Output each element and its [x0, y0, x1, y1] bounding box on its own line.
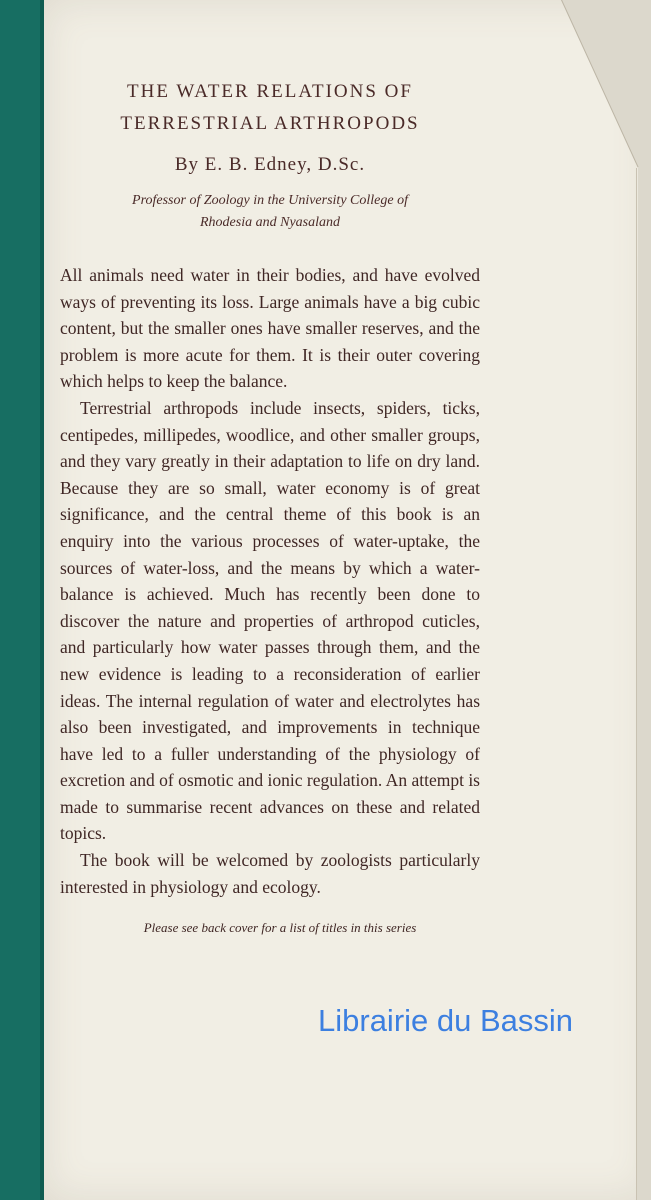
- title-line-2: TERRESTRIAL ARTHROPODS: [120, 113, 420, 134]
- blurb-text: [60, 262, 480, 900]
- author-line: By E. B. Edney, D.Sc.: [174, 154, 366, 175]
- affiliation-line-2: Rhodesia and Nyasaland: [200, 215, 340, 230]
- title-line-1: THE WATER RELATIONS OF: [127, 81, 413, 102]
- author-affiliation: [60, 190, 480, 234]
- affiliation-line-1: Professor of Zoology in the University College of: [132, 193, 408, 208]
- blurb-paragraph-2: Terrestrial arthropods include insects, spiders, ticks, centipedes, millipedes, woodlice, and other smaller groups, and they vary greatly in their adaptation to life on dry land. Because they are so small, water economy is of great significance, and the central theme of this book is an enquiry into the various processes of water-uptake, the sources of water-loss, and the means by which a water-balance is achieved. Much has recently been done to discover the nature and properties of arthropod cuticles, and particularly how water passes through them, and the new evidence is leading to a reconsideration of earlier ideas. The internal regulation of water and electrolytes has also been investigated, and improvements in technique have led to a fuller understanding of the physiology of excretion and of osmotic and ionic regulation. An attempt is made to summarise recent advances on these and related topics.: [60, 397, 480, 844]
- book-spine: [0, 0, 44, 1200]
- flap-edge: [636, 168, 637, 1200]
- flap-content: [60, 76, 480, 936]
- watermark: Librairie du Bassin: [318, 1003, 574, 1038]
- book-title: [60, 76, 480, 140]
- series-note: Please see back cover for a list of titles in this series: [143, 920, 417, 936]
- blurb-paragraph-3: The book will be welcomed by zoologists particularly interested in physiology and ecology.: [60, 850, 480, 897]
- blurb-paragraph-1: All animals need water in their bodies, and have evolved ways of preventing its loss. Large animals have a big cubic content, but the smaller ones have smaller reserves, and the problem is more acute for them. It is their outer covering which helps to keep the balance.: [60, 265, 480, 392]
